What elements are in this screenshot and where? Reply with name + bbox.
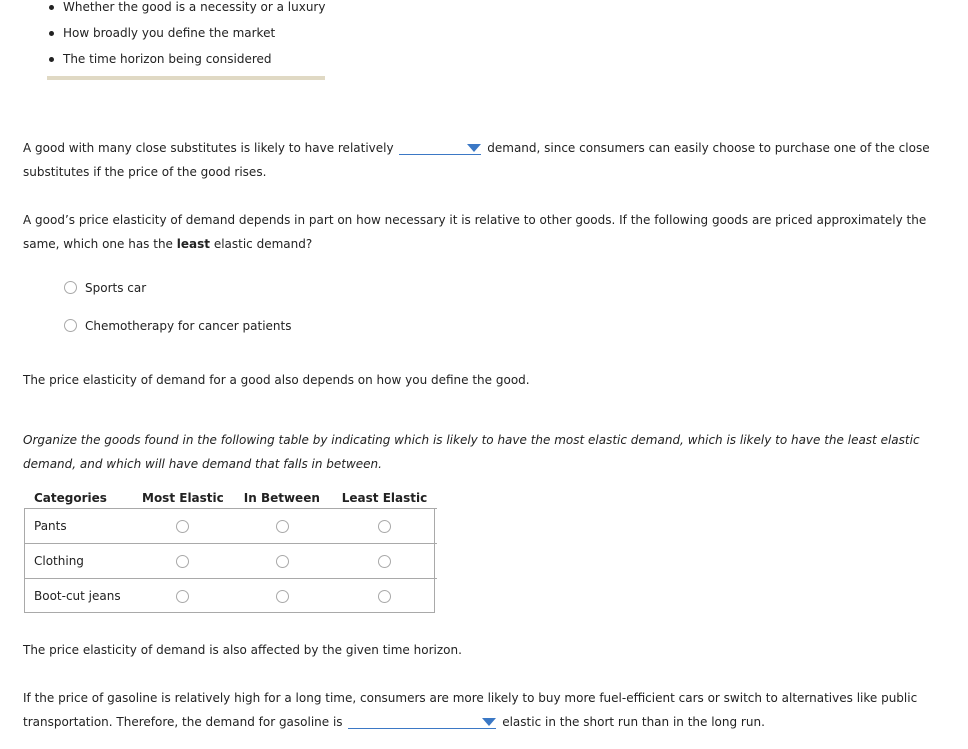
list-item: Whether the good is a necessity or a luxury (46, 0, 325, 20)
dropdown-arrow-icon[interactable] (482, 718, 496, 726)
table-header-row (24, 487, 437, 509)
gasoline-dropdown[interactable] (348, 714, 496, 729)
substitutes-question: A good with many close substitutes is likely to have relatively demand, since consumers can easily choose to purchase one of the close substitutes if the price of the good rises. (23, 141, 930, 179)
category-cell: Clothing (24, 544, 132, 579)
table-row (24, 544, 437, 579)
column-header: In Between (243, 490, 320, 505)
radio-least-elastic[interactable] (378, 590, 391, 603)
radio-in-between[interactable] (276, 520, 289, 533)
bullet-icon (49, 5, 54, 10)
radio-in-between[interactable] (276, 555, 289, 568)
category-cell: Pants (24, 509, 132, 544)
table-row (24, 509, 437, 544)
list-item: The time horizon being considered (46, 46, 325, 72)
table-row (24, 579, 437, 614)
time-horizon-text: The price elasticity of demand is also affected by the given time horizon. (23, 643, 462, 657)
radio-button[interactable] (64, 319, 77, 332)
option-sports-car[interactable]: Sports car (64, 280, 146, 296)
option-chemotherapy[interactable]: Chemotherapy for cancer patients (64, 318, 291, 334)
gasoline-question: If the price of gasoline is relatively high for a long time, consumers are more likely to buy more fuel-efficient cars or switch to alternatives like public transportation. Therefore, the demand for gasoline is elastic in the short run than in the long run. (23, 691, 918, 729)
column-header: Categories (34, 490, 107, 505)
section-divider (47, 76, 325, 80)
column-header: Most Elastic (142, 490, 224, 505)
define-good-text: The price elasticity of demand for a good also depends on how you define the good. (23, 373, 530, 387)
necessity-question: A good’s price elasticity of demand depends in part on how necessary it is relative to other goods. If the following goods are priced approximately the same, which one has the least elastic demand? (23, 213, 927, 251)
radio-in-between[interactable] (276, 590, 289, 603)
substitutes-dropdown[interactable] (399, 140, 481, 155)
dropdown-arrow-icon[interactable] (467, 144, 481, 152)
bullet-icon (49, 31, 54, 36)
organize-instructions: Organize the goods found in the following table by indicating which is likely to have the most elastic demand, which is likely to have the least elastic demand, and which will have demand that falls in between. (23, 433, 920, 471)
category-cell: Boot-cut jeans (24, 579, 132, 614)
list-item: How broadly you define the market (46, 20, 325, 46)
radio-least-elastic[interactable] (378, 555, 391, 568)
elasticity-table (24, 487, 437, 613)
column-header: Least Elastic (341, 490, 428, 505)
radio-most-elastic[interactable] (176, 520, 189, 533)
radio-most-elastic[interactable] (176, 555, 189, 568)
factor-list (46, 0, 325, 72)
radio-button[interactable] (64, 281, 77, 294)
radio-most-elastic[interactable] (176, 590, 189, 603)
bullet-icon (49, 57, 54, 62)
radio-least-elastic[interactable] (378, 520, 391, 533)
